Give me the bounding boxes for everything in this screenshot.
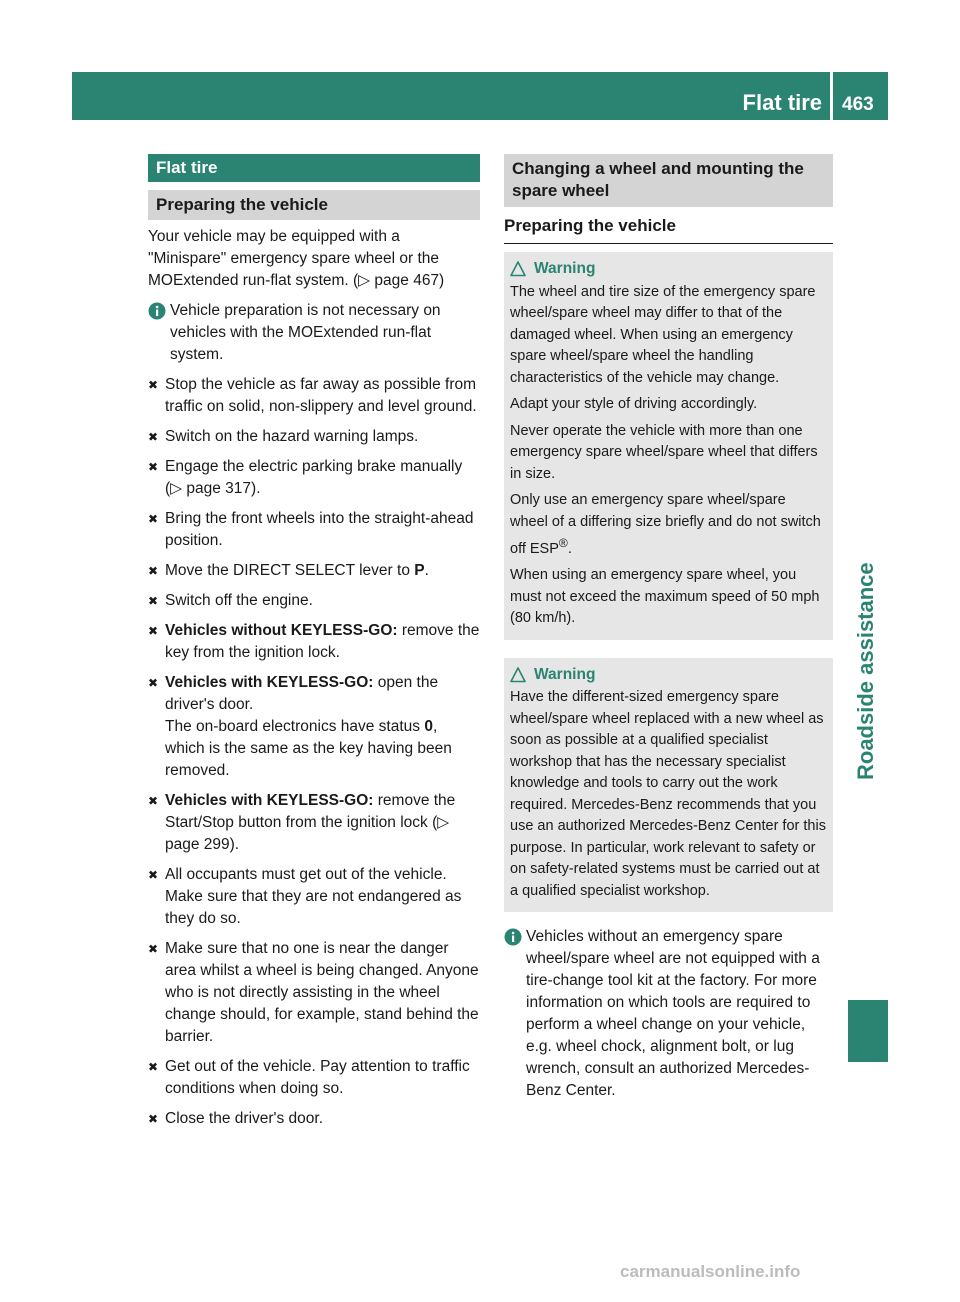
info-note — [148, 300, 480, 366]
warning-box — [504, 658, 833, 913]
step-bullet-icon: ✖ — [148, 794, 159, 808]
step-text: Bring the front wheels into the straight-ahead position. — [165, 510, 474, 549]
step-bullet-icon: ✖ — [148, 942, 159, 956]
step-text — [165, 620, 480, 664]
step-text: All occupants must get out of the vehicle. Make sure that they are not endangered as they do so. — [165, 866, 462, 927]
side-tab-label: Roadside assistance — [853, 562, 878, 780]
step-text-part: The on-board electronics have status — [165, 718, 425, 735]
step-item — [148, 508, 480, 552]
step-item — [148, 590, 480, 612]
subsection-title: Preparing the vehicle — [148, 190, 480, 220]
step-item — [148, 560, 480, 582]
step-item — [148, 790, 480, 856]
step-text-part: . — [424, 562, 429, 579]
registered-mark: ® — [558, 536, 568, 550]
step-text-part: , which is the same as the key having been removed. — [165, 718, 452, 779]
warning-paragraph: Adapt your style of driving accordingly. — [510, 396, 758, 412]
page-number: 463 — [842, 94, 874, 115]
step-text: Stop the vehicle as far away as possible from traffic on solid, non-slippery and level ground. — [165, 376, 477, 415]
section-title: Changing a wheel and mounting the spare wheel — [504, 154, 833, 207]
step-text-bold: Vehicles without KEYLESS-GO: — [165, 622, 398, 639]
intro-paragraph: Your vehicle may be equipped with a "Minispare" emergency spare wheel or the MOExtended run-flat system. (▷ page 467) — [148, 228, 445, 289]
step-text-bold: 0 — [424, 718, 433, 735]
step-bullet-icon: ✖ — [148, 378, 159, 392]
step-bullet-icon: ✖ — [148, 1112, 159, 1126]
section-title: Flat tire — [148, 154, 480, 182]
warning-text-part: . — [567, 540, 572, 557]
info-note — [504, 926, 833, 1102]
step-text-part: Move the DIRECT SELECT lever to — [165, 562, 415, 579]
step-text — [165, 560, 429, 582]
warning-title: Warning — [534, 665, 596, 683]
info-icon — [148, 302, 166, 320]
step-item — [148, 1056, 480, 1100]
step-bullet-icon: ✖ — [148, 564, 159, 578]
warning-paragraph: The wheel and tire size of the emergency spare wheel/spare wheel may differ to that of the damaged wheel. When using an emergency spare wheel/spare wheel the handling characteristics of the vehicle may change. — [510, 283, 816, 386]
step-text-bold: Vehicles with KEYLESS-GO: — [165, 792, 374, 809]
step-text: Close the driver's door. — [165, 1110, 324, 1127]
side-tab-block — [848, 1000, 888, 1062]
step-text: Get out of the vehicle. Pay attention to traffic conditions when doing so. — [165, 1058, 470, 1097]
step-bullet-icon: ✖ — [148, 512, 159, 526]
warning-paragraph: When using an emergency spare wheel, you must not exceed the maximum speed of 50 mph (80 km/h). — [510, 567, 820, 627]
info-icon — [504, 928, 522, 946]
step-text-part: open the driver's door. — [165, 674, 439, 713]
warning-paragraph: Have the different-sized emergency spare wheel/spare wheel replaced with a new wheel as soon as possible at a qualified specialist workshop that has the necessary specialist knowledge and tools to carry out the work required. Mercedes-Benz recommends that you use an authorized Mercedes-Benz Center for this purpose. In particular, work relevant to safety or on safety-related systems must be carried out at a qualified specialist workshop. — [510, 689, 826, 899]
step-item — [148, 620, 480, 664]
warning-title-row — [510, 258, 827, 280]
info-text: Vehicles without an emergency spare wheel/spare wheel are not equipped with a tire-change tool kit at the factory. For more information on which tools are required to perform a wheel change on your vehicle, e.g. wheel chock, alignment bolt, or lug wrench, consult an authorized Mercedes-Benz Center. — [526, 928, 820, 1100]
step-text-bold: Vehicles with KEYLESS-GO: — [165, 674, 374, 691]
step-bullet-icon: ✖ — [148, 430, 159, 444]
warning-triangle-icon — [510, 667, 526, 683]
step-text-part: remove the Start/Stop button from the ignition lock (▷ page 299). — [165, 792, 456, 853]
step-bullet-icon: ✖ — [148, 460, 159, 474]
left-column — [148, 154, 480, 1130]
step-item — [148, 426, 480, 448]
step-text-part: remove the key from the ignition lock. — [165, 622, 480, 661]
step-item — [148, 374, 480, 418]
step-item — [148, 456, 480, 500]
warning-paragraph: Never operate the vehicle with more than one emergency spare wheel/spare wheel that differs in size. — [510, 422, 818, 482]
warning-title-row — [510, 664, 827, 686]
step-text: Switch on the hazard warning lamps. — [165, 428, 419, 445]
right-column — [504, 154, 833, 1102]
step-text: Switch off the engine. — [165, 592, 313, 609]
step-text — [165, 790, 480, 856]
warning-triangle-icon — [510, 261, 526, 277]
step-bullet-icon: ✖ — [148, 624, 159, 638]
info-text: Vehicle preparation is not necessary on vehicles with the MOExtended run-flat system. — [170, 302, 441, 363]
header-title: Flat tire — [742, 90, 822, 115]
warning-box — [504, 252, 833, 640]
step-bullet-icon: ✖ — [148, 594, 159, 608]
step-bullet-icon: ✖ — [148, 676, 159, 690]
warning-paragraph — [510, 490, 827, 560]
warning-text-part: Only use an emergency spare wheel/spare wheel of a differing size briefly and do not switch off ESP — [510, 492, 821, 557]
step-bullet-icon: ✖ — [148, 868, 159, 882]
step-text — [165, 672, 480, 782]
step-item — [148, 864, 480, 930]
step-bullet-icon: ✖ — [148, 1060, 159, 1074]
step-text-bold: P — [414, 562, 425, 579]
step-item — [148, 1108, 480, 1130]
warning-title: Warning — [534, 260, 596, 277]
step-item — [148, 672, 480, 782]
step-text: Make sure that no one is near the danger area whilst a wheel is being changed. Anyone who is not directly assisting in the wheel change should, for example, stand behind the barrier. — [165, 940, 479, 1045]
header-divider — [830, 72, 833, 120]
step-item — [148, 938, 480, 1048]
watermark: carmanualsonline.info — [620, 1262, 801, 1281]
step-text: Engage the electric parking brake manually (▷ page 317). — [165, 458, 463, 497]
subheading: Preparing the vehicle — [504, 207, 833, 244]
